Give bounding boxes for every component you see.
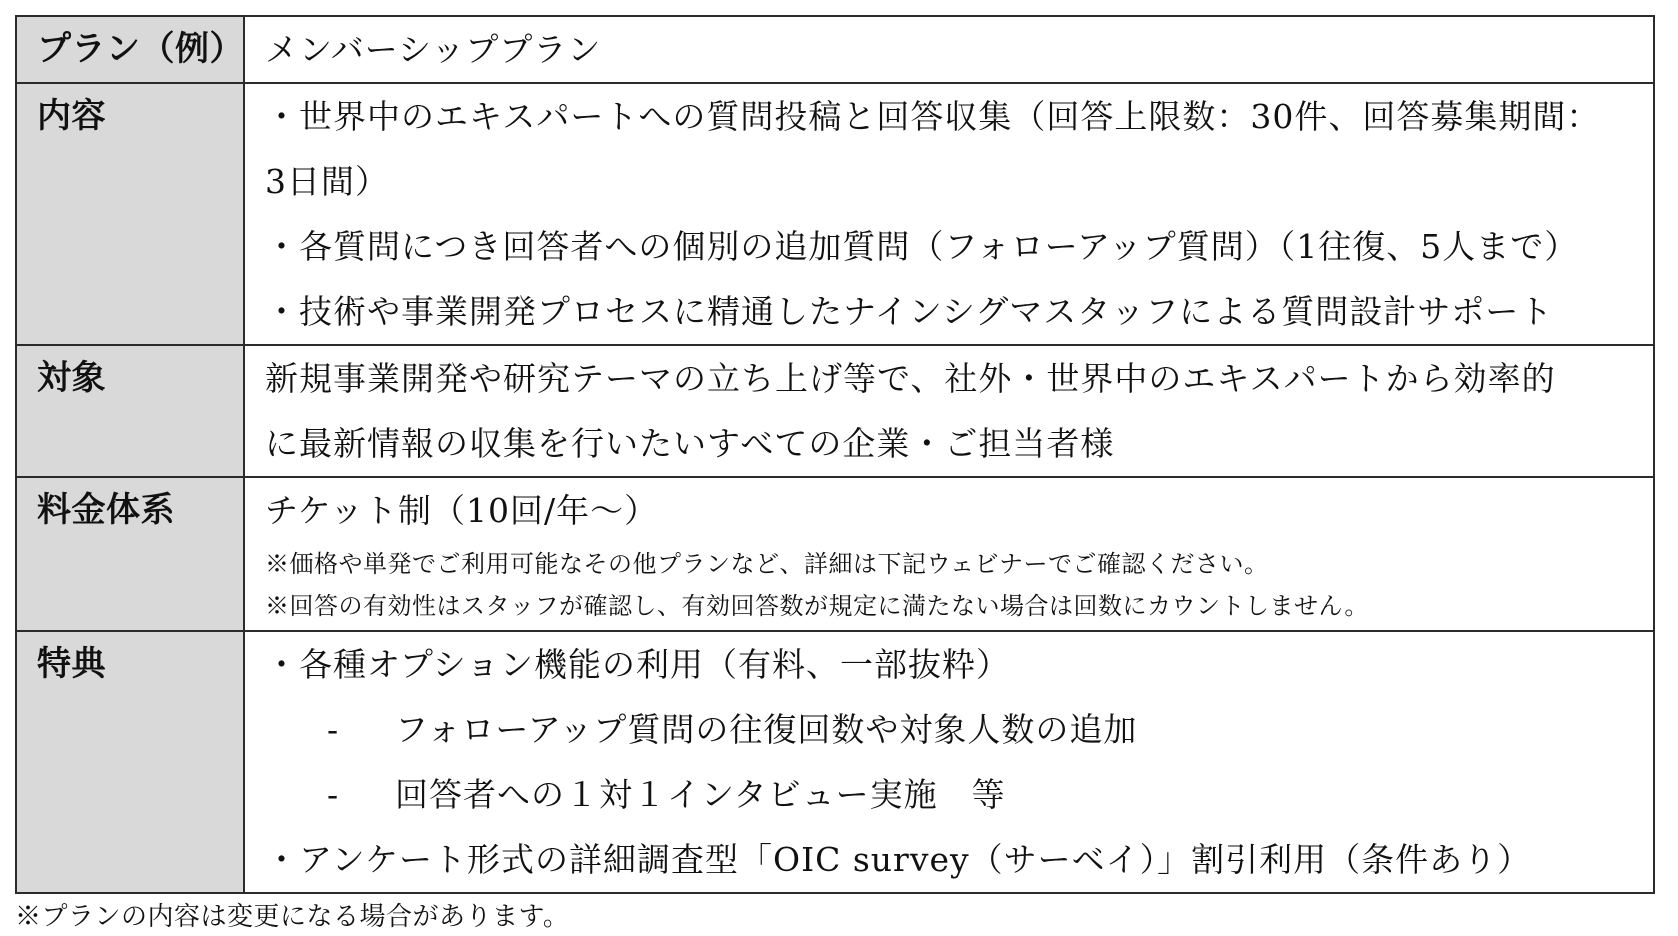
row-label-pricing: 料金体系 bbox=[16, 477, 244, 631]
target-line-2: に最新情報の収集を行いたいすべての企業・ご担当者様 bbox=[265, 424, 1115, 463]
row-label-target: 対象 bbox=[16, 345, 244, 477]
table-row-content bbox=[16, 83, 1654, 345]
footnote: ※プランの内容は変更になる場合があります。 bbox=[15, 902, 570, 932]
target-line-1: 新規事業開発や研究テーマの立ち上げ等で、社外・世界中のエキスパートから効率的 bbox=[265, 359, 1556, 398]
benefits-sub-item bbox=[265, 697, 1641, 762]
row-label-benefits: 特典 bbox=[16, 631, 244, 893]
benefits-sub-item-text: フォローアップ質問の往復回数や対象人数の追加 bbox=[395, 710, 1138, 749]
plan-name: メンバーシッププラン bbox=[265, 30, 602, 69]
benefits-sub-item-text: 回答者への１対１インタビュー実施 等 bbox=[395, 775, 1006, 814]
pricing-note-2: ※回答の有効性はスタッフが確認し、有効回答数が規定に満たない場合は回数にカウントしません。 bbox=[265, 592, 1369, 620]
benefits-line-1: ・各種オプション機能の利用（有料、一部抜粋） bbox=[265, 645, 1011, 684]
dash-bullet: - bbox=[327, 710, 340, 749]
row-content-pricing bbox=[244, 477, 1654, 631]
row-content-content bbox=[244, 83, 1654, 345]
benefits-line-2: ・アンケート形式の詳細調査型「OIC survey（サーベイ）」割引利用（条件あり） bbox=[265, 840, 1532, 879]
pricing-note-1: ※価格や単発でご利用可能なその他プランなど、詳細は下記ウェビナーでご確認ください。 bbox=[265, 550, 1269, 578]
content-line-4: ・技術や事業開発プロセスに精通したナインシグマスタッフによる質問設計サポート bbox=[265, 292, 1554, 331]
plan-table bbox=[15, 15, 1655, 894]
table-row-target bbox=[16, 345, 1654, 477]
row-label-plan: プラン（例） bbox=[16, 16, 244, 83]
table-row-plan bbox=[16, 16, 1654, 83]
row-content-benefits bbox=[244, 631, 1654, 893]
pricing-line: チケット制（10回/年〜） bbox=[265, 491, 659, 530]
dash-bullet: - bbox=[327, 775, 340, 814]
table-row-pricing bbox=[16, 477, 1654, 631]
content-line-1: ・世界中のエキスパートへの質問投稿と回答収集（回答上限数：30件、回答募集期間： bbox=[265, 97, 1601, 136]
row-content-plan bbox=[244, 16, 1654, 83]
content-line-2: 3日間） bbox=[265, 162, 389, 201]
row-label-content: 内容 bbox=[16, 83, 244, 345]
benefits-sub-item bbox=[265, 762, 1641, 827]
row-content-target bbox=[244, 345, 1654, 477]
content-line-3: ・各質問につき回答者への個別の追加質問（フォローアップ質問）（1往復、5人まで） bbox=[265, 227, 1579, 266]
table-row-benefits bbox=[16, 631, 1654, 893]
